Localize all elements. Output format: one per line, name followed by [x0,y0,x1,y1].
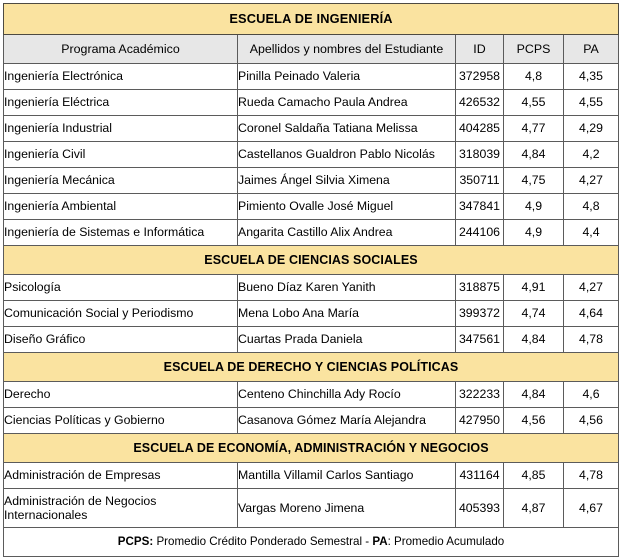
table-row [4,489,619,528]
cell-pa: 4,78 [564,327,619,353]
cell-pa: 4,6 [564,382,619,408]
cell-pa: 4,8 [564,194,619,220]
column-header-pa: PA [564,35,619,64]
section-heading-row [4,353,619,382]
footnote-row [4,528,619,557]
cell-program: Ingeniería Ambiental [4,194,238,220]
cell-pcps: 4,77 [504,116,564,142]
cell-student: Coronel Saldaña Tatiana Melissa [238,116,456,142]
cell-pa: 4,67 [564,489,619,528]
cell-program: Derecho [4,382,238,408]
footnote [4,528,619,557]
cell-pcps: 4,87 [504,489,564,528]
table-row [4,220,619,246]
cell-program: Administración de Negocios Internacionales [4,489,238,528]
cell-student: Pimiento Ovalle José Miguel [238,194,456,220]
section-heading-row [4,434,619,463]
footnote-text-pa: : Promedio Acumulado [387,535,505,549]
footnote-abbr-pcps: PCPS: [117,535,154,549]
table-row [4,116,619,142]
cell-pcps: 4,84 [504,382,564,408]
column-header-id: ID [456,35,504,64]
cell-pcps: 4,84 [504,142,564,168]
cell-student: Mantilla Villamil Carlos Santiago [238,463,456,489]
cell-pcps: 4,91 [504,275,564,301]
cell-program: Administración de Empresas [4,463,238,489]
cell-program: Ingeniería de Sistemas e Informática [4,220,238,246]
table-row [4,90,619,116]
cell-id: 427950 [456,408,504,434]
cell-pa: 4,2 [564,142,619,168]
cell-student: Jaimes Ángel Silvia Ximena [238,168,456,194]
cell-id: 347841 [456,194,504,220]
cell-pa: 4,78 [564,463,619,489]
cell-pcps: 4,9 [504,194,564,220]
table-row [4,382,619,408]
cell-id: 244106 [456,220,504,246]
cell-pa: 4,35 [564,64,619,90]
cell-student: Pinilla Peinado Valeria [238,64,456,90]
cell-student: Rueda Camacho Paula Andrea [238,90,456,116]
cell-program: Ingeniería Electrónica [4,64,238,90]
best-averages-table [3,3,619,557]
cell-student: Casanova Gómez María Alejandra [238,408,456,434]
cell-id: 431164 [456,463,504,489]
cell-id: 405393 [456,489,504,528]
footnote-text-pcps: Promedio Crédito Ponderado Semestral - [153,535,373,549]
cell-program: Comunicación Social y Periodismo [4,301,238,327]
cell-program: Ingeniería Civil [4,142,238,168]
cell-student: Vargas Moreno Jimena [238,489,456,528]
cell-student: Bueno Díaz Karen Yanith [238,275,456,301]
table-row [4,408,619,434]
cell-student: Angarita Castillo Alix Andrea [238,220,456,246]
column-header-row [4,35,619,64]
cell-id: 372958 [456,64,504,90]
cell-pa: 4,56 [564,408,619,434]
cell-program: Psicología [4,275,238,301]
cell-pcps: 4,75 [504,168,564,194]
cell-pa: 4,55 [564,90,619,116]
cell-id: 318039 [456,142,504,168]
table-row [4,301,619,327]
cell-id: 347561 [456,327,504,353]
cell-pcps: 4,85 [504,463,564,489]
cell-student: Cuartas Prada Daniela [238,327,456,353]
table-row [4,64,619,90]
footnote-abbr-pa: PA [372,535,388,549]
table-body [4,4,619,557]
cell-pcps: 4,8 [504,64,564,90]
table-row [4,194,619,220]
cell-id: 399372 [456,301,504,327]
cell-id: 350711 [456,168,504,194]
section-heading: ESCUELA DE DERECHO Y CIENCIAS POLÍTICAS [4,353,619,382]
cell-id: 426532 [456,90,504,116]
cell-pa: 4,27 [564,168,619,194]
section-heading-row [4,246,619,275]
cell-program: Ingeniería Mecánica [4,168,238,194]
cell-program: Ingeniería Eléctrica [4,90,238,116]
cell-student: Mena Lobo Ana María [238,301,456,327]
cell-id: 404285 [456,116,504,142]
section-heading: ESCUELA DE CIENCIAS SOCIALES [4,246,619,275]
cell-pa: 4,4 [564,220,619,246]
cell-pcps: 4,74 [504,301,564,327]
cell-student: Castellanos Gualdron Pablo Nicolás [238,142,456,168]
table-row [4,463,619,489]
table-row [4,327,619,353]
cell-pcps: 4,56 [504,408,564,434]
cell-pa: 4,29 [564,116,619,142]
cell-id: 322233 [456,382,504,408]
cell-id: 318875 [456,275,504,301]
cell-pcps: 4,55 [504,90,564,116]
cell-pa: 4,64 [564,301,619,327]
column-header-program: Programa Académico [4,35,238,64]
table-title-row [4,4,619,35]
cell-program: Ingeniería Industrial [4,116,238,142]
section-heading: ESCUELA DE ECONOMÍA, ADMINISTRACIÓN Y NEGOCIOS [4,434,619,463]
table-row [4,168,619,194]
column-header-student: Apellidos y nombres del Estudiante [238,35,456,64]
table-title: ESCUELA DE INGENIERÍA [4,4,619,35]
table-row [4,142,619,168]
cell-student: Centeno Chinchilla Ady Rocío [238,382,456,408]
table-row [4,275,619,301]
cell-program: Diseño Gráfico [4,327,238,353]
cell-pcps: 4,84 [504,327,564,353]
cell-pa: 4,27 [564,275,619,301]
column-header-pcps: PCPS [504,35,564,64]
cell-program: Ciencias Políticas y Gobierno [4,408,238,434]
cell-pcps: 4,9 [504,220,564,246]
